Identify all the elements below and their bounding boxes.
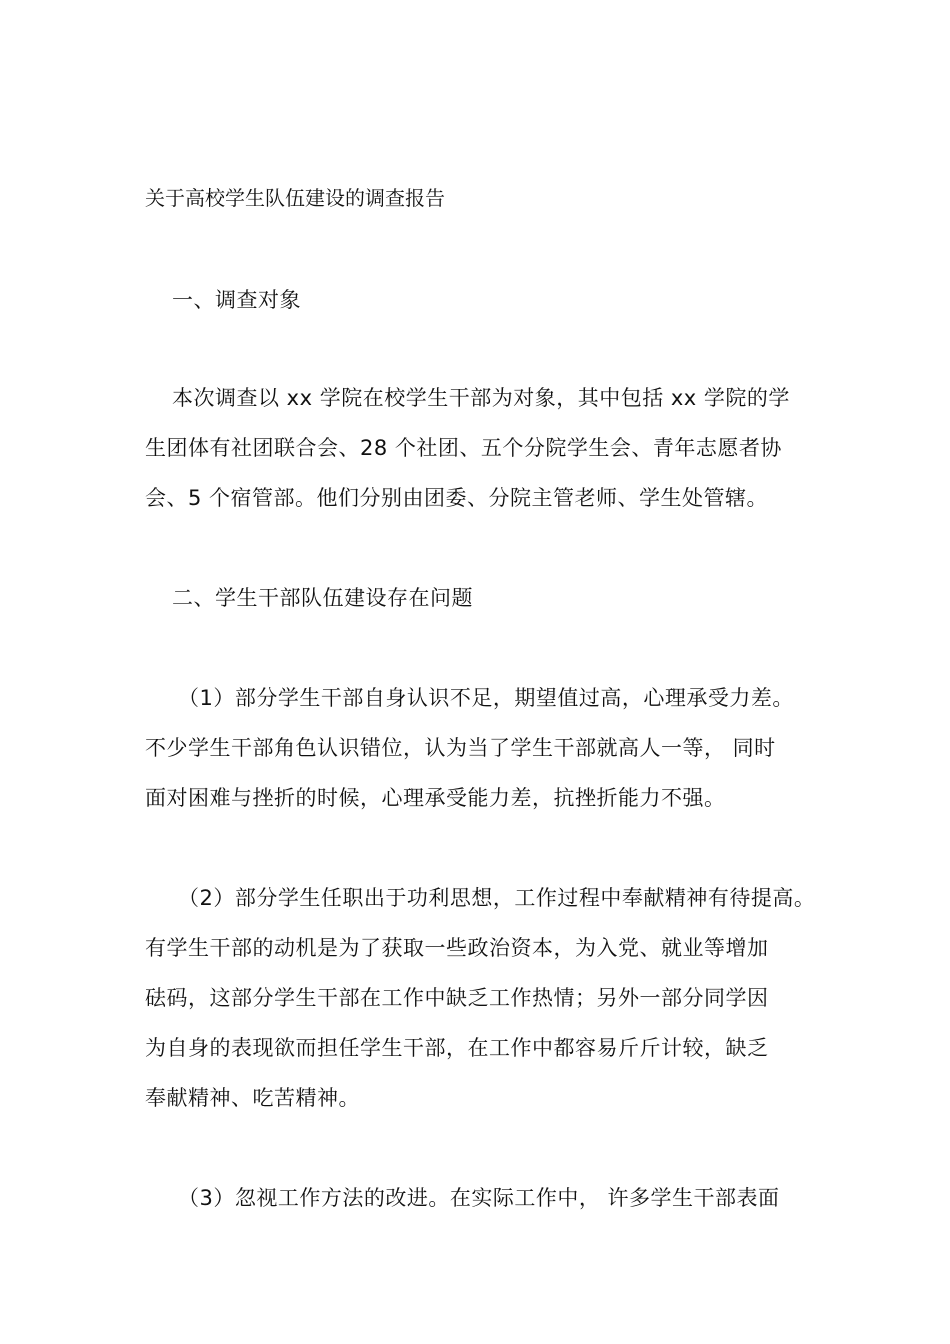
paragraph-line: 本次调查以 xx 学院在校学生干部为对象，其中包括 xx 学院的学: [172, 386, 790, 410]
paragraph-line: （2）部分学生任职出于功利思想，工作过程中奉献精神有待提高。: [178, 886, 816, 910]
paragraph-line: 生团体有社团联合会、28 个社团、五个分院学生会、青年志愿者协: [145, 436, 782, 460]
document-title: 关于高校学生队伍建设的调查报告: [145, 186, 445, 210]
paragraph-line: （1）部分学生干部自身认识不足，期望值过高，心理承受力差。: [178, 686, 794, 710]
paragraph-line: 为自身的表现欲而担任学生干部，在工作中都容易斤斤计较，缺乏: [145, 1036, 769, 1060]
paragraph-line: 不少学生干部角色认识错位，认为当了学生干部就高人一等， 同时: [145, 736, 776, 760]
paragraph-line: 有学生干部的动机是为了获取一些政治资本，为入党、就业等增加: [145, 936, 769, 960]
paragraph-line: 会、5 个宿管部。他们分别由团委、分院主管老师、学生处管辖。: [145, 486, 769, 510]
paragraph-line: 奉献精神、吃苦精神。: [145, 1086, 360, 1110]
paragraph-line: （3）忽视工作方法的改进。在实际工作中， 许多学生干部表面: [178, 1186, 780, 1210]
paragraph-line: 砝码，这部分学生干部在工作中缺乏工作热情；另外一部分同学因: [145, 986, 769, 1010]
section-heading-problems: 二、学生干部队伍建设存在问题: [172, 586, 473, 610]
paragraph-line: 面对困难与挫折的时候，心理承受能力差，抗挫折能力不强。: [145, 786, 726, 810]
section-heading-survey-subject: 一、调查对象: [172, 288, 301, 312]
